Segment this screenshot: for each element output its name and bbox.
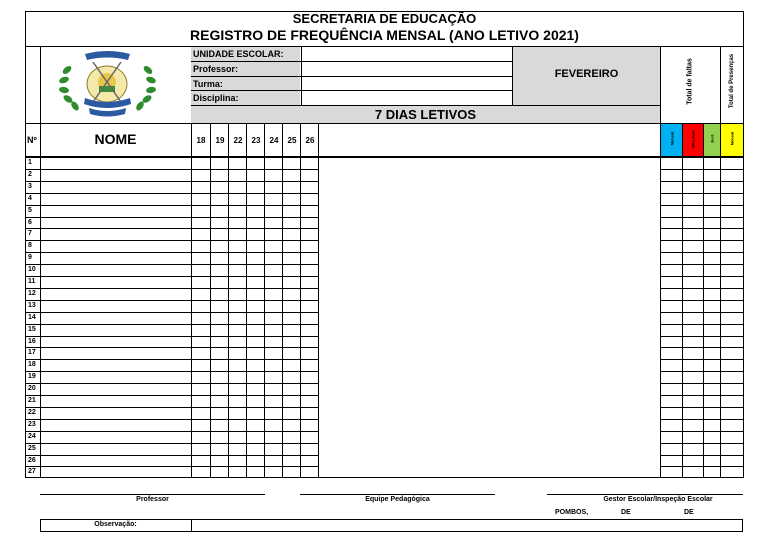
table-row-line (660, 312, 744, 313)
day-column-header: 22 (233, 136, 243, 145)
table-row-line (660, 359, 744, 360)
table-row-line (25, 169, 318, 170)
title-line-2: REGISTRO DE FREQUÊNCIA MENSAL (ANO LETIVO 2021) (190, 27, 579, 43)
turma-label: Turma: (193, 79, 223, 89)
gestor-signature-label: Gestor Escolar/Inspeção Escolar (603, 496, 713, 503)
observacao-label: Observação: (94, 521, 137, 528)
table-row-line (25, 312, 318, 313)
school-days-label: 7 DIAS LETIVOS (374, 107, 477, 122)
table-row-line (25, 347, 318, 348)
table-row-line (660, 264, 744, 265)
totals-divider (660, 46, 661, 478)
table-row-line (660, 324, 744, 325)
table-row-line (660, 217, 744, 218)
table-row-line (25, 240, 318, 241)
table-row-line (25, 264, 318, 265)
grid-column-line (40, 124, 41, 478)
field-line (191, 105, 660, 106)
logo-left-border (40, 46, 41, 124)
table-row-line (660, 252, 744, 253)
table-row-line (25, 217, 318, 218)
date-de-2: DE (684, 509, 694, 516)
grid-column-line (300, 124, 301, 478)
row-number: 10 (28, 266, 36, 274)
total-presencas-label: Total de Presenças (729, 53, 735, 109)
field-line (191, 61, 513, 62)
table-row-line (25, 395, 318, 396)
day-column-header: 24 (269, 136, 279, 145)
day-column-header: 23 (251, 136, 261, 145)
table-row-line (25, 359, 318, 360)
observacao-divider (191, 519, 192, 532)
row-number: 20 (28, 385, 36, 393)
table-row-line (25, 252, 318, 253)
row-number: 7 (28, 230, 32, 238)
professor-signature-label: Professor (136, 496, 169, 503)
table-row-line (660, 466, 744, 467)
municipal-seal-logo (55, 48, 160, 120)
row-number: 23 (28, 420, 36, 428)
gestor-signature-line (547, 494, 743, 495)
field-divider (301, 46, 302, 106)
table-row-line (660, 240, 744, 241)
table-row-line (25, 181, 318, 182)
grid-column-line (191, 124, 192, 478)
table-row-line (25, 419, 318, 420)
row-number: 14 (28, 313, 36, 321)
day-column-header: 25 (287, 136, 297, 145)
table-row-line (25, 431, 318, 432)
status-color-header (682, 124, 703, 156)
row-number: 27 (28, 468, 36, 476)
table-row-line (25, 383, 318, 384)
number-column-header: Nº (27, 135, 37, 145)
table-row-line (660, 443, 744, 444)
table-row-line (660, 336, 744, 337)
row-number: 24 (28, 432, 36, 440)
unidade-escolar-label: UNIDADE ESCOLAR: (193, 49, 284, 59)
table-row-line (25, 288, 318, 289)
table-row-line (660, 371, 744, 372)
header-divider (25, 123, 744, 124)
table-row-line (25, 455, 318, 456)
table-row-line (660, 419, 744, 420)
table-row-line (660, 276, 744, 277)
turma-value[interactable] (302, 77, 512, 91)
row-number: 25 (28, 444, 36, 452)
row-number: 19 (28, 373, 36, 381)
row-number: 15 (28, 325, 36, 333)
day-column-header: 18 (196, 136, 206, 145)
table-row-line (25, 407, 318, 408)
grid-column-line (228, 124, 229, 478)
table-row-line (25, 466, 318, 467)
table-row-line (25, 228, 318, 229)
row-number: 16 (28, 337, 36, 345)
row-number: 5 (28, 206, 32, 214)
title-line-1: SECRETARIA DE EDUCAÇÃO (292, 11, 477, 26)
status-color-label: Just. (709, 133, 714, 144)
status-color-label: Mensal (729, 131, 735, 146)
place-label: POMBOS, (555, 509, 589, 516)
day-column-header: 19 (215, 136, 225, 145)
row-number: 26 (28, 456, 36, 464)
row-number: 2 (28, 170, 32, 178)
table-row-line (660, 431, 744, 432)
table-row-line (660, 407, 744, 408)
table-row-line (25, 443, 318, 444)
row-number: 6 (28, 218, 32, 226)
table-row-line (660, 395, 744, 396)
unidade-escolar-value[interactable] (302, 47, 512, 61)
table-row-line (660, 300, 744, 301)
table-row-line (25, 205, 318, 206)
row-number: 11 (28, 278, 36, 285)
table-row-line (25, 371, 318, 372)
status-color-label: Mov.Just. (690, 129, 695, 148)
professor-value[interactable] (302, 62, 512, 76)
date-de-1: DE (621, 509, 631, 516)
table-row-line (660, 347, 744, 348)
table-row-line (660, 288, 744, 289)
day-column-header: 26 (305, 136, 315, 145)
month-label: FEVEREIRO (554, 68, 619, 80)
row-number: 18 (28, 361, 36, 369)
status-color-header (703, 124, 720, 156)
grid-column-line (264, 124, 265, 478)
status-color-header (661, 124, 682, 156)
grid-column-line (318, 124, 319, 478)
field-line (191, 90, 513, 91)
row-number: 1 (28, 159, 32, 166)
table-row-line (660, 205, 744, 206)
disciplina-label: Disciplina: (193, 93, 239, 103)
table-row-line (660, 193, 744, 194)
row-number: 21 (28, 397, 36, 404)
name-column-header: NOME (94, 131, 137, 147)
totals-split (720, 46, 721, 478)
equipe-signature-line (300, 494, 495, 495)
disciplina-value[interactable] (302, 91, 512, 105)
row-number: 8 (28, 242, 32, 250)
table-row-line (660, 228, 744, 229)
table-row-line (660, 383, 744, 384)
grid-column-line (703, 124, 704, 478)
row-number: 9 (28, 254, 32, 262)
status-color-header (721, 124, 743, 156)
table-row-line (660, 181, 744, 182)
equipe-signature-label: Equipe Pedagógica (365, 496, 430, 503)
table-row-line (25, 276, 318, 277)
table-row-line (25, 300, 318, 301)
table-row-line (660, 455, 744, 456)
grid-column-line (210, 124, 211, 478)
row-number: 4 (28, 194, 32, 202)
table-row-line (25, 193, 318, 194)
row-number: 22 (28, 408, 36, 416)
table-row-line (25, 336, 318, 337)
row-number: 3 (28, 182, 32, 190)
row-number: 12 (28, 289, 36, 297)
grid-column-line (282, 124, 283, 478)
grid-column-line (682, 124, 683, 478)
table-row-line (660, 169, 744, 170)
table-row-line (25, 324, 318, 325)
row-number: 13 (28, 301, 36, 309)
professor-label: Professor: (193, 64, 239, 74)
status-color-label: Mensal (669, 131, 674, 146)
field-line (191, 76, 513, 77)
professor-signature-line (40, 494, 265, 495)
grid-column-line (246, 124, 247, 478)
row-number: 17 (28, 349, 36, 357)
column-header-divider (25, 156, 744, 158)
total-faltas-label: Total de faltas (686, 58, 694, 105)
